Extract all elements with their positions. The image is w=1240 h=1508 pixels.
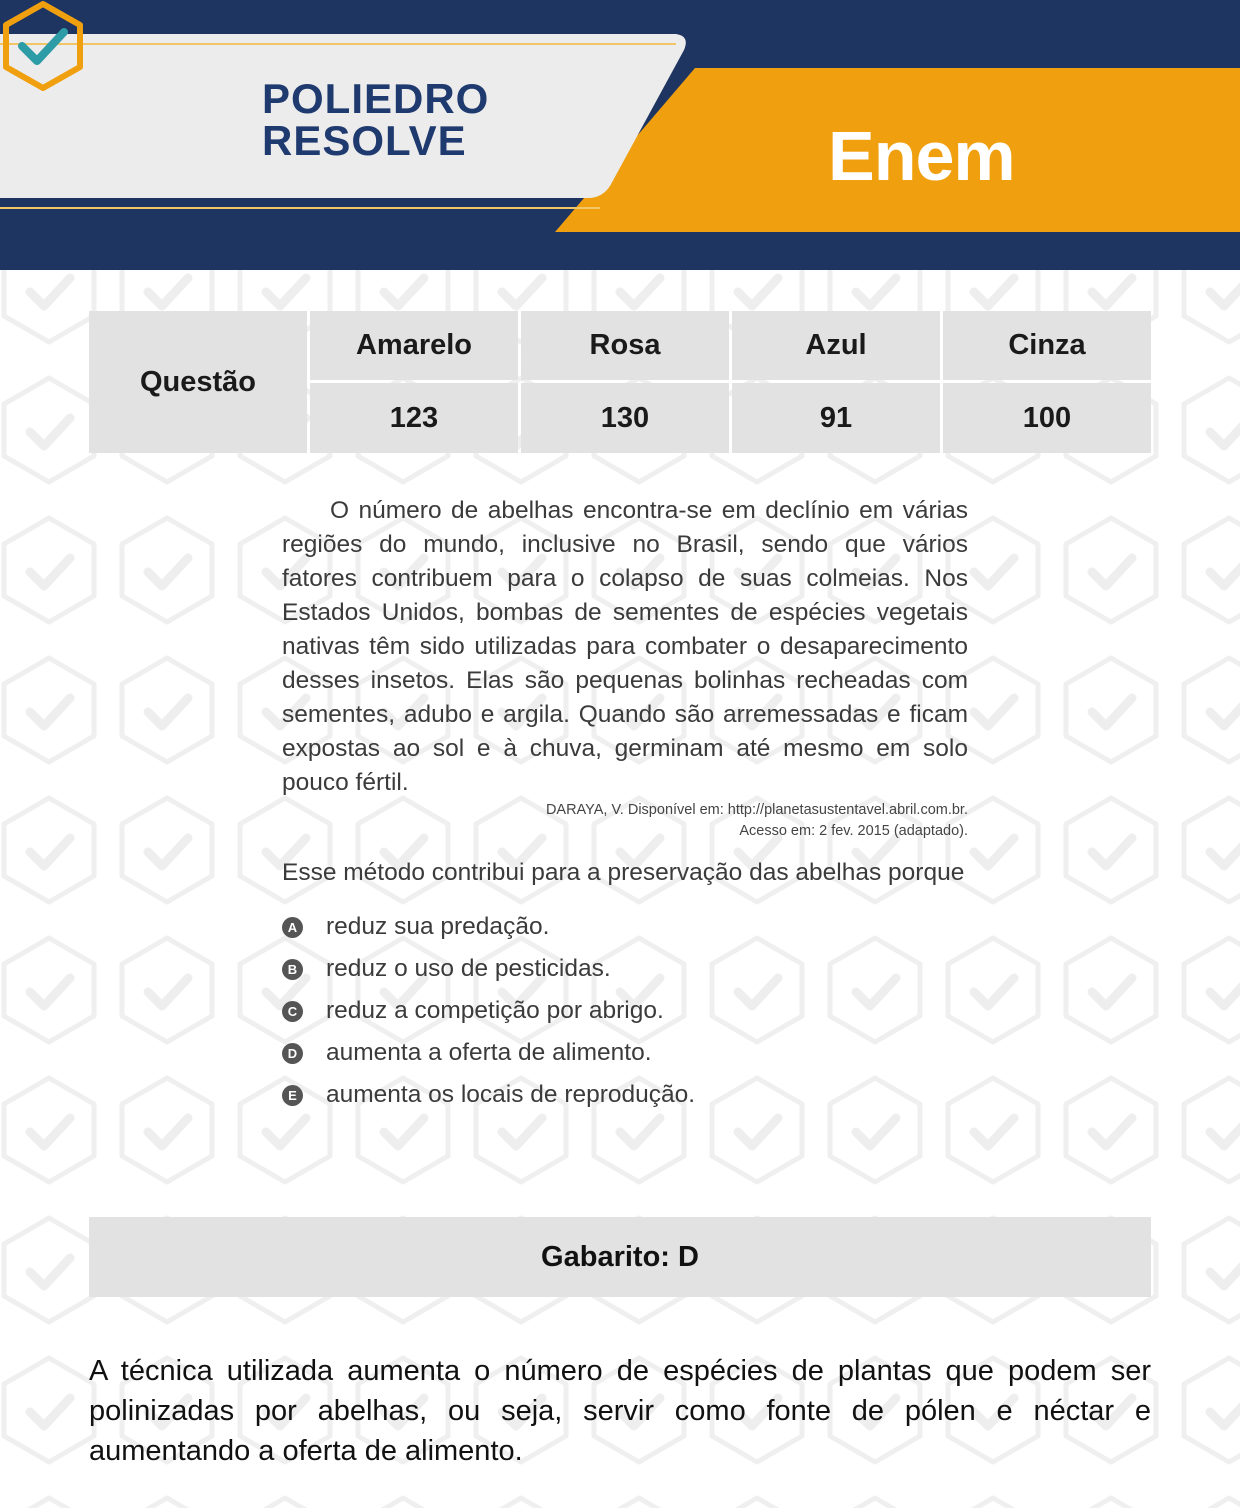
option-a	[282, 906, 968, 948]
answer-key-banner: Gabarito: D	[89, 1217, 1151, 1297]
option-c	[282, 990, 968, 1032]
option-text: reduz a competição por abrigo.	[326, 997, 664, 1024]
col-header-rosa: Rosa	[521, 311, 729, 380]
header-banner	[0, 0, 1240, 270]
option-b	[282, 948, 968, 990]
question-text: O número de abelhas encontra-se em declínio em várias regiões do mundo, inclusive no Brasil, sendo que vários fatores contribuem para o colapso de suas colmeias. Nos Estados Unidos, bombas de sementes de espécies vegetais nativas têm sido utilizadas para combater o desaparecimento desses insetos. Elas são pequenas bolinhas recheadas com sementes, adubo e argila. Quando são arremessadas e ficam expostas ao sol e à chuva, germinam até mesmo em solo pouco fértil.	[282, 497, 968, 796]
question-number-amarelo: 123	[310, 383, 518, 453]
option-letter-badge: C	[282, 1001, 303, 1022]
answer-explanation: A técnica utilizada aumenta o número de espécies de plantas que podem ser polinizadas por abelhas, ou seja, servir como fonte de pólen e néctar e aumentando a oferta de alimento.	[89, 1355, 1151, 1467]
option-text: aumenta os locais de reprodução.	[326, 1081, 696, 1108]
question-number-cinza: 100	[943, 383, 1151, 453]
table-row-label: Questão	[89, 311, 307, 453]
question-number-table	[89, 311, 1151, 453]
question-block	[282, 494, 968, 1116]
option-text: reduz sua predação.	[326, 913, 550, 940]
question-number-azul: 91	[732, 383, 940, 453]
source-citation-line-2: Acesso em: 2 fev. 2015 (adaptado).	[739, 823, 968, 839]
header-shapes	[0, 0, 1240, 270]
col-header-azul: Azul	[732, 311, 940, 380]
brand-line-2: RESOLVE	[262, 117, 467, 164]
source-citation-line-1: DARAYA, V. Disponível em: http://planetasustentavel.abril.com.br.	[545, 802, 968, 818]
brand-line-1: POLIEDRO	[262, 75, 490, 122]
option-letter-badge: A	[282, 917, 303, 938]
question-stem: Esse método contribui para a preservação das abelhas porque	[282, 859, 965, 886]
col-header-amarelo: Amarelo	[310, 311, 518, 380]
option-text: reduz o uso de pesticidas.	[326, 955, 611, 982]
option-letter-badge: B	[282, 959, 303, 980]
col-header-cinza: Cinza	[943, 311, 1151, 380]
option-letter-badge: E	[282, 1085, 303, 1106]
option-text: aumenta a oferta de alimento.	[326, 1039, 652, 1066]
option-e	[282, 1074, 968, 1116]
exam-title: Enem	[828, 117, 1015, 195]
option-d	[282, 1032, 968, 1074]
options-list	[282, 906, 968, 1116]
brand-logo-text	[262, 75, 490, 164]
option-letter-badge: D	[282, 1043, 303, 1064]
check-hexagon-icon	[0, 0, 86, 92]
question-number-rosa: 130	[521, 383, 729, 453]
